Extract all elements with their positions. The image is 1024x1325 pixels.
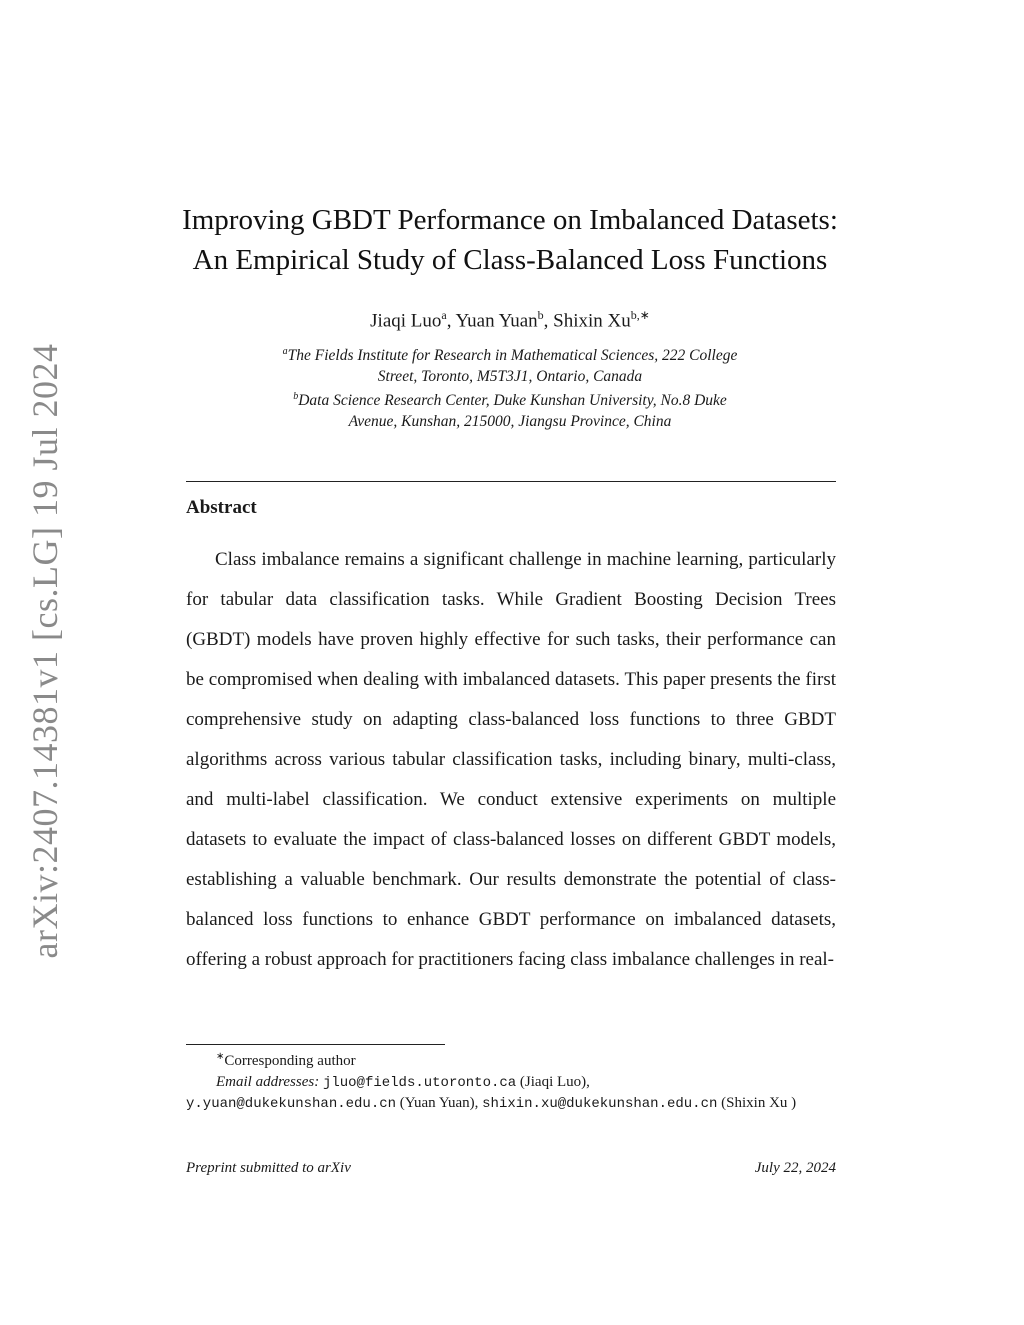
abstract-top-rule — [186, 481, 836, 482]
affiliation-a — [200, 342, 820, 387]
email-link[interactable]: shixin.xu@dukekunshan.edu.cn — [482, 1096, 718, 1112]
email-owner: (Shixin Xu ) — [721, 1095, 797, 1111]
author-affiliation-mark: b — [537, 308, 544, 322]
email-owner: (Jiaqi Luo), — [519, 1073, 590, 1090]
email-owner: (Yuan Yuan), — [399, 1095, 479, 1111]
email-line-2 — [186, 1093, 836, 1115]
title-line-2: An Empirical Study of Class-Balanced Loss Functions — [192, 244, 828, 276]
author-list — [150, 301, 870, 335]
corresponding-text: Corresponding author — [224, 1053, 356, 1069]
corresponding-author-note — [186, 1047, 836, 1072]
affiliation-line: The Fields Institute for Research in Mathematical Sciences, 222 College — [287, 347, 738, 365]
abstract-heading: Abstract — [186, 497, 257, 518]
email-label: Email addresses: — [216, 1073, 320, 1090]
email-link[interactable]: jluo@fields.utoronto.ca — [322, 1074, 517, 1091]
footnotes — [186, 1047, 836, 1115]
author-affiliation-mark: a — [441, 308, 447, 322]
affiliation-line: Street, Toronto, M5T3J1, Ontario, Canada — [377, 367, 643, 385]
author-separator: , — [543, 310, 554, 332]
author-name: Shixin Xu — [553, 310, 631, 332]
affiliation-line: Avenue, Kunshan, 215000, Jiangsu Province, China — [348, 412, 672, 430]
footer-preprint-note: Preprint submitted to arXiv — [186, 1160, 351, 1176]
paper-title — [150, 200, 870, 280]
title-line-1: Improving GBDT Performance on Imbalanced Datasets: — [182, 204, 838, 236]
affiliation-mark: a — [282, 346, 288, 357]
author-separator: , — [446, 310, 456, 332]
affiliation-mark: b — [293, 391, 299, 403]
email-link[interactable]: y.yuan@dukekunshan.edu.cn — [186, 1096, 397, 1112]
page-footer — [186, 1160, 836, 1177]
author-name: Yuan Yuan — [455, 310, 538, 332]
affiliations — [200, 342, 820, 432]
affiliation-line: Data Science Research Center, Duke Kunshan University, No.8 Duke — [298, 392, 727, 410]
affiliation-b — [200, 387, 820, 432]
email-line-1 — [186, 1072, 836, 1094]
author-affiliation-mark: b,∗ — [630, 308, 650, 322]
footer-date: July 22, 2024 — [754, 1160, 836, 1176]
author-name: Jiaqi Luo — [370, 310, 442, 332]
arxiv-identifier-stamp: arXiv:2407.14381v1 [cs.LG] 19 Jul 2024 — [25, 343, 65, 959]
corresponding-mark: ∗ — [216, 1051, 225, 1062]
footnote-rule — [186, 1044, 445, 1045]
abstract-body: Class imbalance remains a significant challenge in machine learning, particularly for tabular data classification tasks. While Gradient Boosting Decision Trees (GBDT) models have proven highly effective for such tasks, their performance can be compromised when dealing with imbalanced datasets. This paper presents the first comprehensive study on adapting class-balanced loss functions to three GBDT algorithms across various tabular classification tasks, including binary, multi-class, and multi-label classification. We conduct extensive experiments on multiple datasets to evaluate the impact of class-balanced losses on different GBDT models, establishing a valuable benchmark. Our results demonstrate the potential of class-balanced loss functions to enhance GBDT performance on imbalanced datasets, offering a robust approach for practitioners facing class imbalance challenges in real- — [186, 549, 836, 970]
